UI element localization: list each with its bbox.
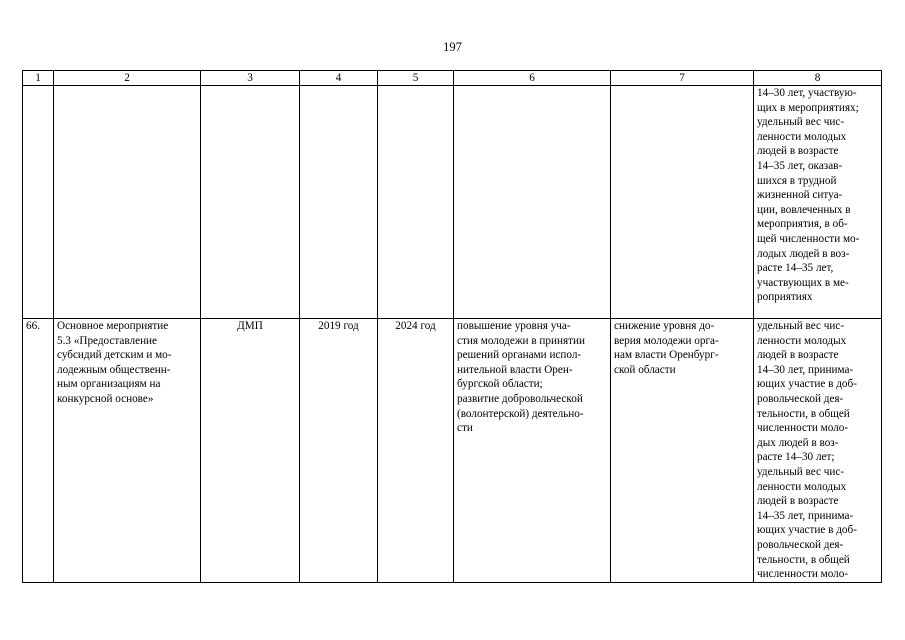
header-col-6: 6	[454, 71, 611, 86]
cell-executor: ДМП	[201, 319, 300, 583]
cell-expected-result: повышение уровня уча- стия молодежи в принятии решений органами испол- нительной власти Орен- бургской области; развитие добровольческой (волонтерской) деятельно- сти	[454, 319, 611, 583]
header-col-5: 5	[378, 71, 454, 86]
table-row-continuation	[23, 86, 882, 319]
header-col-8: 8	[754, 71, 882, 86]
header-col-3: 3	[201, 71, 300, 86]
cell-empty	[378, 86, 454, 319]
cell-empty	[23, 86, 54, 319]
cell-indicator: удельный вес чис- ленности молодых людей в возрасте 14–30 лет, принима- ющих участие в доб- ровольческой дея- тельности, в общей численности моло- дых людей в воз- расте 14–30 лет; удельный вес чис- ленности молодых людей в возрасте 14–35 лет, принима- ющих участие в доб- ровольческой дея- тельности, в общей численности моло-	[754, 319, 882, 583]
measures-table	[22, 70, 882, 583]
cell-start-year: 2019 год	[300, 319, 378, 583]
cell-empty	[201, 86, 300, 319]
cell-empty	[300, 86, 378, 319]
cell-empty	[454, 86, 611, 319]
cell-measure-name: Основное мероприятие 5.3 «Предоставление субсидий детским и мо- лодежным общественн- ным организациям на конкурсной основе»	[54, 319, 201, 583]
page-number: 197	[443, 40, 462, 54]
cell-row-number: 66.	[23, 319, 54, 583]
table-row-66	[23, 319, 882, 583]
header-col-1: 1	[23, 71, 54, 86]
cell-end-year: 2024 год	[378, 319, 454, 583]
header-col-2: 2	[54, 71, 201, 86]
header-col-4: 4	[300, 71, 378, 86]
header-col-7: 7	[611, 71, 754, 86]
header-row	[23, 71, 882, 86]
cell-consequence: снижение уровня до- верия молодежи орга- нам власти Оренбург- ской области	[611, 319, 754, 583]
cell-empty	[54, 86, 201, 319]
cell-empty	[611, 86, 754, 319]
cell-indicator-continued: 14–30 лет, участвую- щих в мероприятиях; удельный вес чис- ленности молодых людей в возрасте 14–35 лет, оказав- шихся в трудной жизненной ситуа- ции, вовлеченных в мероприятия, в об- щей численности мо- лодых людей в воз- расте 14–35 лет, участвующих в ме- роприятиях	[754, 86, 882, 319]
